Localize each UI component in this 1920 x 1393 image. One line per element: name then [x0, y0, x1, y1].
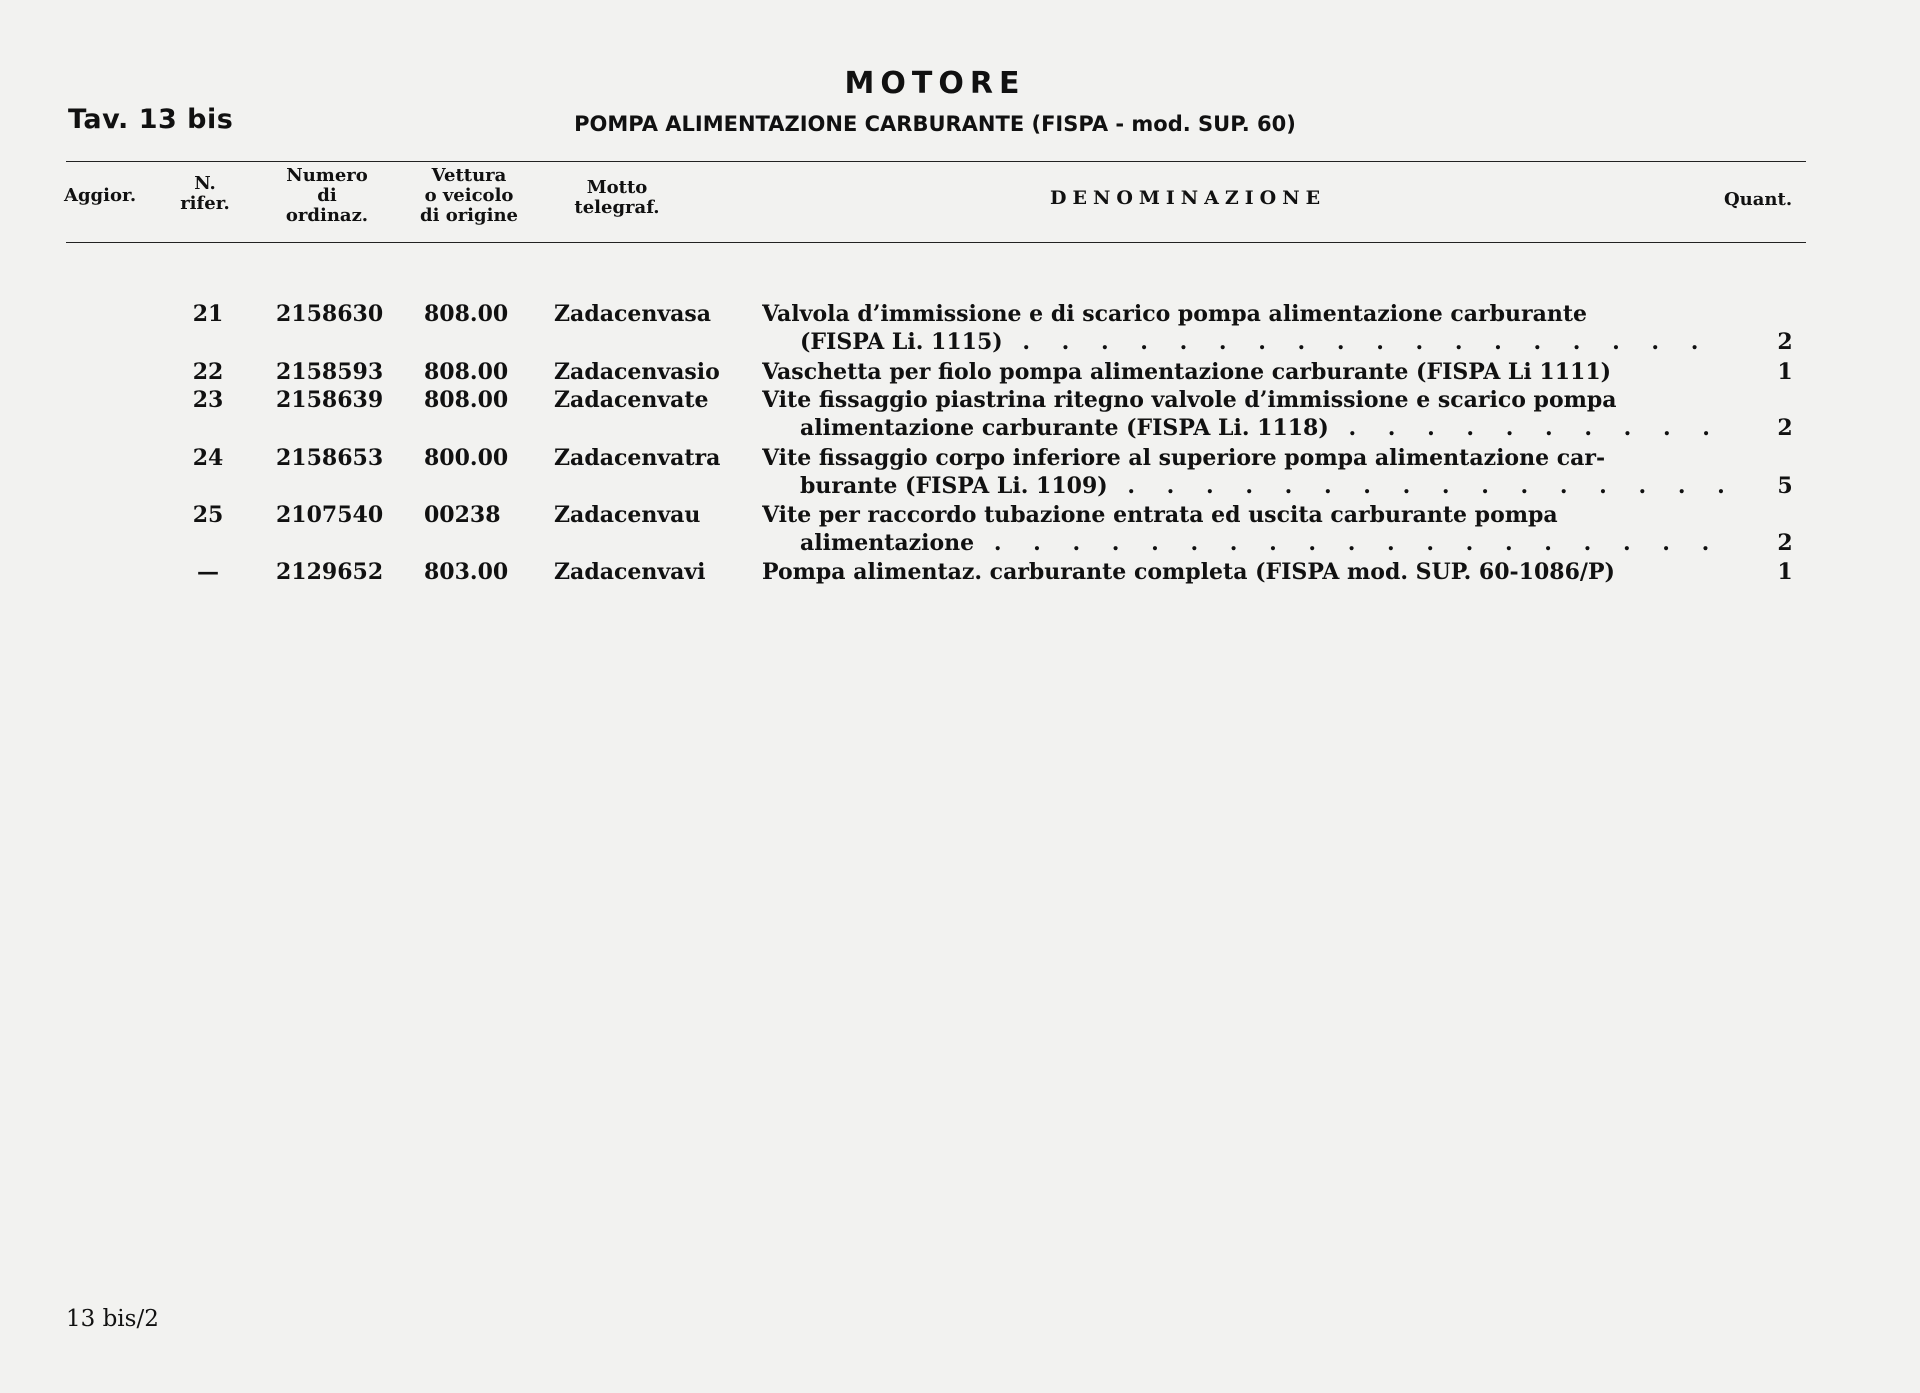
header-bottom-rule — [66, 242, 1806, 243]
row-denominazione — [762, 558, 1726, 586]
section-title: MOTORE — [844, 66, 1026, 101]
header-top-rule — [66, 161, 1806, 162]
row-vettura: 803.00 — [424, 559, 509, 585]
row-qty: 2 — [1777, 415, 1793, 441]
row-description-line: Vite fissaggio piastrina ritegno valvole d’immissione e scarico pompa — [762, 387, 1617, 413]
row-rif: 21 — [192, 301, 224, 327]
row-qty: 2 — [1777, 329, 1793, 355]
col-header-nrif — [170, 174, 240, 214]
row-motto: Zadacenvate — [554, 387, 709, 413]
row-motto: Zadacenvau — [554, 502, 701, 528]
col-header-numero-line: ordinaz. — [285, 205, 369, 226]
table-row — [0, 444, 1920, 501]
col-header-motto-line: telegraf. — [574, 197, 660, 218]
parts-table — [0, 300, 1920, 586]
row-denominazione — [762, 300, 1726, 356]
row-description-line: Vaschetta per fiolo pompa alimentazione carburante (FISPA Li 1111) — [762, 359, 1612, 385]
row-qty: 2 — [1777, 530, 1793, 556]
row-description-line: Vite per raccordo tubazione entrata ed uscita carburante pompa — [762, 502, 1558, 528]
row-rif: 22 — [192, 359, 224, 385]
row-qty: 1 — [1777, 559, 1793, 585]
row-description-line: Pompa alimentaz. carburante completa (FISPA mod. SUP. 60-1086/P) — [762, 559, 1615, 585]
page-reference: 13 bis/2 — [66, 1306, 159, 1332]
row-denominazione — [762, 444, 1726, 500]
row-description-line: alimentazione . . . — [762, 529, 1726, 557]
table-row — [0, 358, 1920, 386]
row-rif: 24 — [192, 445, 224, 471]
row-motto: Zadacenvasio — [554, 359, 720, 385]
col-header-vettura-line: di origine — [420, 205, 518, 226]
col-header-vettura — [404, 166, 534, 226]
table-label: Tav. 13 bis — [68, 104, 234, 135]
col-header-numero-line: Numero — [286, 165, 368, 186]
table-row — [0, 300, 1920, 358]
row-motto: Zadacenvavi — [554, 559, 706, 585]
row-vettura: 800.00 — [424, 445, 509, 471]
row-description-line: Valvola d’immissione e di scarico pompa alimentazione carburante — [762, 301, 1588, 327]
row-vettura: 808.00 — [424, 301, 509, 327]
row-description-line: Vite fissaggio corpo inferiore al superiore pompa alimentazione car- — [762, 445, 1606, 471]
row-vettura: 808.00 — [424, 387, 509, 413]
col-header-vettura-line: Vettura — [431, 165, 507, 186]
row-rif: — — [197, 559, 219, 585]
page-subtitle: POMPA ALIMENTAZIONE CARBURANTE (FISPA - mod. SUP. 60) — [574, 112, 1296, 136]
col-header-quant: Quant. — [1724, 189, 1793, 210]
row-numero: 2129652 — [276, 559, 384, 585]
col-header-numero-line: di — [317, 185, 337, 206]
row-numero: 2158593 — [276, 359, 384, 385]
row-numero: 2107540 — [276, 502, 384, 528]
row-motto: Zadacenvasa — [554, 301, 712, 327]
row-denominazione — [762, 501, 1726, 557]
col-header-aggior: Aggior. — [64, 185, 137, 206]
col-header-numero — [272, 166, 382, 226]
row-description-line: (FISPA Li. 1115) . . . — [762, 328, 1726, 356]
row-numero: 2158653 — [276, 445, 384, 471]
col-header-denominazione: DENOMINAZIONE — [1050, 187, 1327, 209]
row-numero: 2158630 — [276, 301, 384, 327]
row-qty: 5 — [1777, 473, 1793, 499]
row-denominazione — [762, 358, 1726, 386]
table-row — [0, 386, 1920, 444]
col-header-motto — [548, 178, 686, 218]
row-qty: 1 — [1777, 359, 1793, 385]
row-rif: 25 — [192, 502, 224, 528]
col-header-nrif-line: N. — [194, 173, 216, 194]
row-numero: 2158639 — [276, 387, 384, 413]
row-rif: 23 — [192, 387, 224, 413]
row-motto: Zadacenvatra — [554, 445, 721, 471]
row-description-line: alimentazione carburante (FISPA Li. 1118) . . . — [762, 414, 1726, 442]
table-row — [0, 501, 1920, 558]
row-vettura: 808.00 — [424, 359, 509, 385]
row-vettura: 00238 — [424, 502, 501, 528]
row-description-line: burante (FISPA Li. 1109) . . . — [762, 472, 1726, 500]
row-denominazione — [762, 386, 1726, 442]
col-header-nrif-line: rifer. — [180, 193, 230, 214]
col-header-motto-line: Motto — [586, 177, 648, 198]
table-row — [0, 558, 1920, 586]
col-header-vettura-line: o veicolo — [424, 185, 514, 206]
